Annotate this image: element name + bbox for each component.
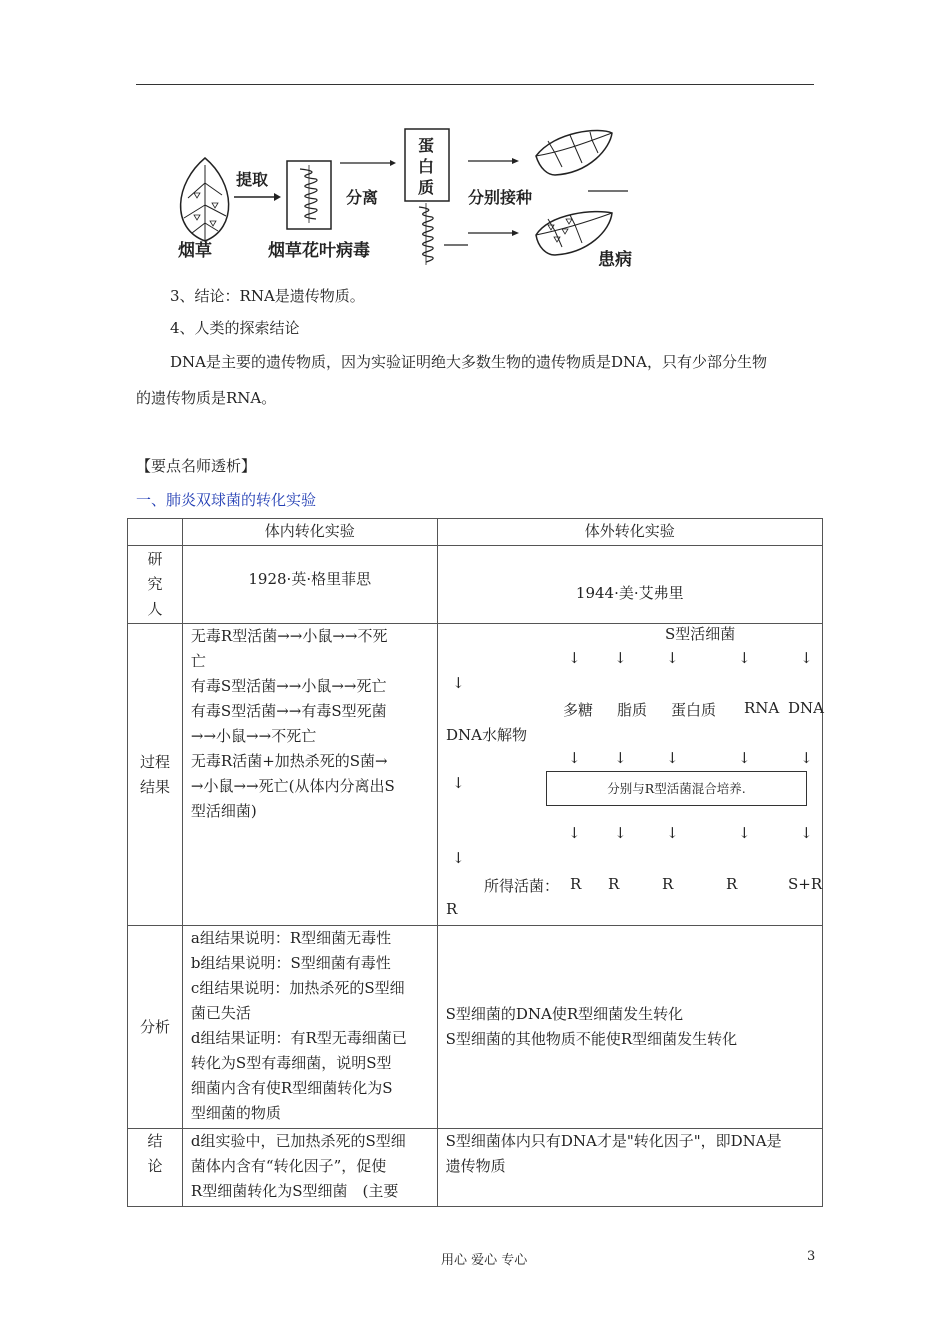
header-in-vitro: 体外转化实验 (437, 519, 822, 546)
paragraph-line-2: 的遗传物质是RNA。 (136, 389, 277, 407)
arrow-down-icon: ↓ (568, 649, 581, 667)
process-vivo-line-6: 无毒R活菌+加热杀死的S菌→ (190, 752, 388, 770)
result-rna: R (726, 875, 738, 893)
process-label-1: 过程 (139, 752, 170, 771)
arrow-down-icon: ↓ (666, 749, 679, 767)
result-protein: R (662, 875, 674, 893)
heading-4: 4、人类的探索结论 (170, 319, 300, 337)
result-lipid: R (608, 875, 620, 893)
arrow-down-icon: ↓ (452, 674, 465, 692)
result-hydrolysate: R (446, 900, 458, 918)
analysis-label: 分析 (128, 926, 183, 1129)
conclusion-row (128, 1129, 823, 1207)
component-dna: DNA (788, 699, 824, 717)
arrow-down-icon: ↓ (666, 649, 679, 667)
analysis-vivo-line-3: c组结果说明：加热杀死的S型细 (190, 979, 405, 997)
result-dna: S+R (788, 875, 823, 893)
conclusion-vitro-line-1: S型细菌体内只有DNA才是"转化因子"，即DNA是 (445, 1132, 782, 1150)
researcher-label-3: 人 (147, 600, 163, 618)
arrow-down-icon: ↓ (800, 824, 813, 842)
arrow-down-icon: ↓ (452, 849, 465, 867)
comparison-table (127, 518, 823, 1207)
sick-leaf-icon (536, 212, 612, 255)
component-protein: 蛋白质 (671, 701, 717, 719)
researcher-in-vivo: 1928·英·格里菲思 (182, 546, 437, 624)
process-label (128, 624, 183, 926)
conclusion-in-vivo (182, 1129, 437, 1207)
process-in-vivo (182, 624, 437, 926)
process-vivo-line-2: 亡 (190, 652, 206, 670)
conclusion-label-2: 论 (147, 1157, 163, 1175)
mix-culture-box: 分别与R型活菌混合培养. (546, 771, 807, 806)
arrow-down-icon: ↓ (614, 824, 627, 842)
arrow-down-icon: ↓ (568, 749, 581, 767)
conclusion-vivo-line-1: d组实验中，已加热杀死的S型细 (190, 1132, 406, 1150)
arrow-down-icon: ↓ (614, 649, 627, 667)
arrow-down-icon: ↓ (800, 749, 813, 767)
protein-char-1: 蛋 (418, 136, 435, 155)
arrow-down-icon: ↓ (738, 749, 751, 767)
footer-slogan: 用心 爱心 专心 (441, 1253, 528, 1268)
component-dna-hydrolysate: DNA水解物 (446, 726, 527, 744)
researcher-row (128, 546, 823, 624)
researcher-label-1: 研 (147, 550, 163, 568)
analysis-vivo-line-4: 菌已失活 (190, 1004, 251, 1022)
analysis-vivo-line-2: b组结果说明：S型细菌有毒性 (190, 954, 391, 972)
vitro-top-label: S型活细菌 (665, 625, 736, 643)
researcher-in-vitro: 1944·美·艾弗里 (437, 546, 822, 624)
conclusion-in-vitro (437, 1129, 822, 1207)
analysis-vivo-line-7: 细菌内含有使R型细菌转化为S (190, 1079, 393, 1097)
virus-box-icon (287, 161, 331, 229)
arrow-down-icon: ↓ (738, 649, 751, 667)
label-separate: 分离 (346, 188, 379, 207)
analysis-in-vitro (437, 926, 822, 1129)
component-polysaccharide: 多糖 (563, 701, 594, 719)
tmv-experiment-figure (170, 123, 650, 273)
analysis-in-vivo (182, 926, 437, 1129)
label-inoculate: 分别接种 (468, 188, 533, 207)
protein-char-3: 质 (418, 178, 435, 197)
result-polysaccharide: R (570, 875, 582, 893)
healthy-leaf-icon (536, 131, 612, 175)
analysis-vitro-line-1: S型细菌的DNA使R型细菌发生转化 (445, 1005, 684, 1023)
process-vivo-line-5: →→小鼠→→不死亡 (190, 727, 317, 745)
analysis-vivo-line-6: 转化为S型有毒细菌，说明S型 (190, 1054, 392, 1072)
result-label: 所得活菌： (484, 877, 560, 895)
header-in-vivo: 体内转化实验 (182, 519, 437, 546)
section-title: 【要点名师透析】 (136, 457, 257, 475)
subsection-title: 一、肺炎双球菌的转化实验 (136, 491, 317, 509)
arrow-down-icon: ↓ (568, 824, 581, 842)
label-sick: 患病 (598, 250, 632, 270)
table-header-row (128, 519, 823, 546)
conclusion-vivo-line-2: 菌体内含有“转化因子”，促使 (190, 1157, 387, 1175)
header-rule (136, 84, 814, 85)
process-vivo-line-3: 有毒S型活菌→→小鼠→→死亡 (190, 677, 387, 695)
researcher-label (128, 546, 183, 624)
label-tobacco: 烟草 (178, 241, 212, 261)
component-lipid: 脂质 (617, 701, 648, 719)
analysis-vivo-line-1: a组结果说明：R型细菌无毒性 (190, 929, 392, 947)
conclusion-vivo-line-3: R型细菌转化为S型细菌 (主要 (190, 1182, 399, 1200)
conclusion-label (128, 1129, 183, 1207)
analysis-vivo-line-8: 型细菌的物质 (190, 1104, 281, 1122)
process-vivo-line-8: 型活细菌) (190, 802, 257, 820)
header-blank (128, 519, 183, 546)
analysis-row (128, 926, 823, 1129)
rna-coil-icon (419, 203, 433, 265)
analysis-vivo-line-5: d组结果证明：有R型无毒细菌已 (190, 1029, 407, 1047)
researcher-label-2: 究 (147, 575, 163, 593)
protein-char-2: 白 (418, 157, 435, 176)
page-number: 3 (807, 1249, 816, 1264)
label-extract: 提取 (236, 170, 269, 189)
component-rna: RNA (744, 699, 780, 717)
arrow-down-icon: ↓ (800, 649, 813, 667)
analysis-vitro-line-2: S型细菌的其他物质不能使R型细菌发生转化 (445, 1030, 738, 1048)
tobacco-leaf-icon (181, 158, 229, 241)
arrow-down-icon: ↓ (614, 749, 627, 767)
conclusion-vitro-line-2: 遗传物质 (445, 1157, 506, 1175)
arrow-down-icon: ↓ (666, 824, 679, 842)
conclusion-label-1: 结 (147, 1132, 163, 1150)
process-vivo-line-1: 无毒R型活菌→→小鼠→→不死 (190, 627, 388, 645)
process-vivo-line-4: 有毒S型活菌→→有毒S型死菌 (190, 702, 387, 720)
label-virus: 烟草花叶病毒 (268, 241, 370, 261)
conclusion-3: 3、结论：RNA是遗传物质。 (170, 287, 365, 305)
process-label-2: 结果 (139, 777, 170, 796)
arrow-down-icon: ↓ (738, 824, 751, 842)
paragraph-line-1: DNA是主要的遗传物质，因为实验证明绝大多数生物的遗传物质是DNA，只有少部分生物 (170, 353, 767, 371)
process-vivo-line-7: →小鼠→→死亡(从体内分离出S (190, 777, 395, 795)
arrow-down-icon: ↓ (452, 774, 465, 792)
